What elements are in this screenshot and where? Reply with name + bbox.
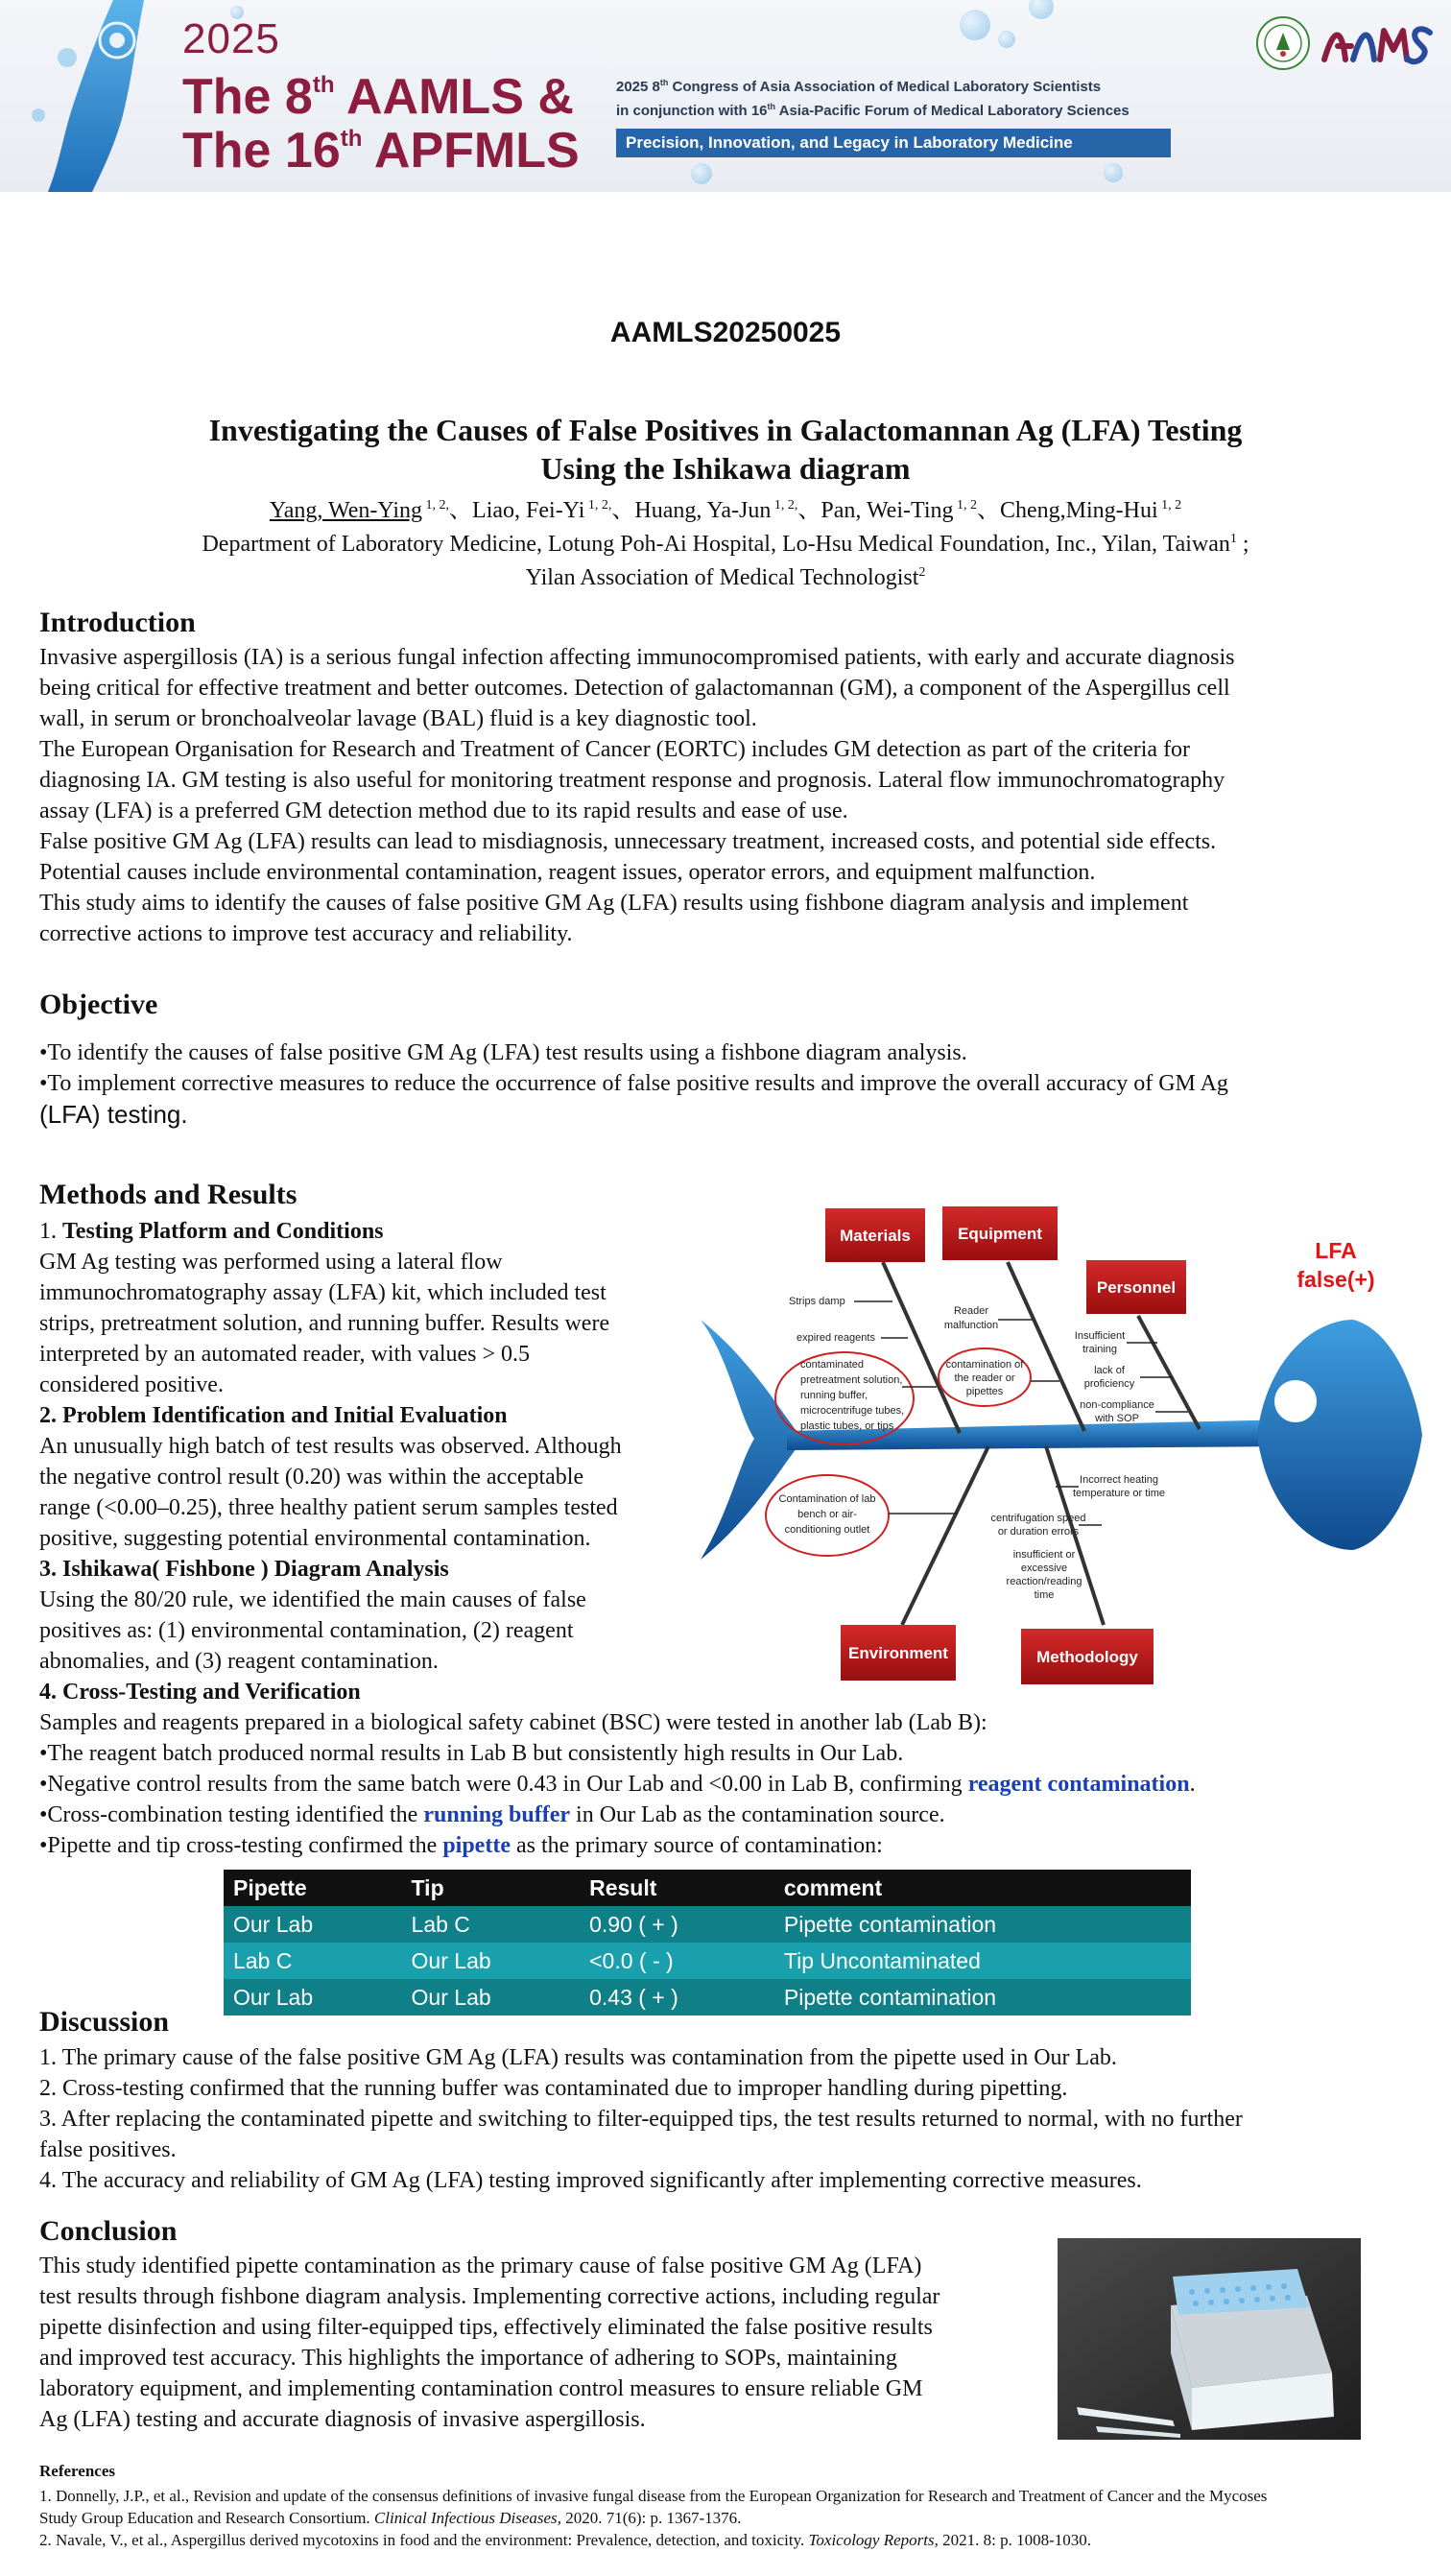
cause-text: pretreatment solution, [800, 1374, 903, 1386]
cause-text: Reader [953, 1305, 989, 1317]
cause-text: excessive [1020, 1562, 1068, 1574]
taiwan-map-logo [10, 0, 182, 192]
cause-text: with SOP [1095, 1413, 1139, 1424]
table-cell: Pipette contamination [774, 1906, 1191, 1943]
cause-text: malfunction [943, 1320, 999, 1331]
cause-text: lack of [1094, 1365, 1125, 1376]
objective-text: •To identify the causes of false positive GM Ag (LFA) test results using a fishbone diagram analysis. •To implement corrective measures to reduce the occurrence of false positive results and improve the overall accuracy of GM Ag (LFA) testing. [39, 1040, 1228, 1129]
cause-text: expired reagents [797, 1332, 875, 1344]
cause-text: plastic tubes, or tips [800, 1420, 894, 1432]
table-row [224, 1979, 1191, 2015]
decor-bubble [960, 10, 990, 40]
cause-text: reaction/reading [1006, 1576, 1082, 1587]
conclusion-heading: Conclusion [39, 2215, 178, 2247]
affiliation-2: Yilan Association of Medical Technologist$^2$ [525, 565, 926, 590]
table-cell: Lab C [224, 1943, 402, 1979]
banner-title-line2: The 16th APFMLS [182, 123, 580, 179]
cause-text: time [1034, 1589, 1055, 1601]
cause-text: training [1082, 1344, 1118, 1355]
references-heading: References [39, 2462, 115, 2480]
cause-text: non-compliance [1080, 1399, 1154, 1411]
association-seal-logo [1255, 15, 1311, 71]
table-cell: Our Lab [402, 1943, 581, 1979]
fish-tail [701, 1320, 797, 1560]
fish-eye [1274, 1380, 1317, 1422]
fish-head [1257, 1320, 1422, 1550]
cause-text: contamination of [945, 1359, 1024, 1371]
cause-text: the reader or [954, 1372, 1015, 1384]
table-cell: Our Lab [224, 1979, 402, 2015]
pipette-tip-results-table [224, 1870, 1191, 2015]
cause-text: Insufficient [1074, 1330, 1126, 1342]
decor-bubble [691, 163, 712, 184]
equipment-label: Equipment [958, 1225, 1042, 1243]
congress-subtitle: 2025 8th Congress of Asia Association of Medical Laboratory Scientists in conjunction with 16th Asia-Pacific Forum of Medical Laboratory Sciences [616, 78, 1130, 119]
banner-title-line1: The 8th AAMLS & [182, 69, 574, 125]
cause-text: insufficient or [1012, 1549, 1076, 1561]
decor-bubble [998, 31, 1015, 48]
table-cell: Our Lab [402, 1979, 581, 2015]
table-cell: Pipette contamination [774, 1979, 1191, 2015]
column-header-comment: comment [774, 1870, 1191, 1906]
methods-heading: Methods and Results [39, 1179, 297, 1210]
abstract-code: AAMLS20250025 [609, 317, 842, 348]
methodology-label: Methodology [1036, 1648, 1138, 1666]
cause-text: Contamination of lab [778, 1493, 876, 1505]
table-cell: Tip Uncontaminated [774, 1943, 1191, 1979]
cause-text: Incorrect heating [1080, 1474, 1158, 1486]
column-header-pipette: Pipette [224, 1870, 402, 1906]
cause-text: conditioning outlet [784, 1524, 870, 1536]
table-cell: <0.0 ( - ) [580, 1943, 774, 1979]
ishikawa-fishbone-diagram [701, 1195, 1422, 1694]
main-author: Yang, Wen-Ying [269, 498, 423, 523]
references-list: 1. Donnelly, J.P., et al., Revision and update of the consensus definitions of invasive fungal disease from the European Organization for Research and Treatment of Cancer and the Mycoses Study Group Education and Research Consortium. Clinical Infectious Diseases, 2020. 71(6): p. 1367-1376. 2. Navale, V., et al., Aspergillus derived mycotoxins in food and the environment: Prevalence, detection, and toxicity. Toxicology Reports, 2021. 8: p. 1008-1030. [39, 2487, 1268, 2549]
introduction-text: Invasive aspergillosis (IA) is a serious fungal infection affecting immunocompromised patients, with early and accurate diagnosis being critical for effective treatment and better outcomes. Detection of galactomannan (GM), a component of the Aspergillus cell wall, in serum or bronchoalveolar lavage (BAL) fluid is a key diagnostic tool. The European Organisation for Research and Treatment of Cancer (EORTC) includes GM detection as part of the criteria for diagnosing IA. GM testing is also useful for monitoring treatment response and prognosis. Lateral flow immunochromatography assay (LFA) is a preferred GM detection method due to its rapid results and ease of use. False positive GM Ag (LFA) results can lead to misdiagnosis, unnecessary treatment, increased costs, and potential side effects. Potential causes include environmental contamination, reagent issues, operator errors, and equipment malfunction. This study aims to identify the causes of false positive GM Ag (LFA) results using fishbone diagram analysis and implement corrective actions to improve test accuracy and reliability. [39, 645, 1235, 946]
column-header-tip: Tip [402, 1870, 581, 1906]
affiliation-1: Department of Laboratory Medicine, Lotung Poh-Ai Hospital, Lo-Hsu Medical Foundation, Inc., Yilan, Taiwan$^1$ ; [202, 532, 1249, 557]
environment-bone [902, 1446, 988, 1625]
introduction-heading: Introduction [39, 607, 196, 638]
table-cell: 0.43 ( + ) [580, 1979, 774, 2015]
effect-label-line2: false(+) [1296, 1267, 1375, 1292]
author-block [58, 491, 1393, 592]
personnel-label: Personnel [1096, 1278, 1177, 1297]
table-cell: Lab C [402, 1906, 581, 1943]
equipment-bone [1008, 1262, 1084, 1431]
cause-text: Strips damp [789, 1296, 845, 1307]
banner-year: 2025 [182, 15, 280, 62]
cause-text: pipettes [965, 1386, 1004, 1397]
environment-label: Environment [848, 1644, 948, 1662]
conclusion-text: This study identified pipette contamination as the primary cause of false positive GM Ag (LFA) test results through fishbone diagram analysis. Implementing corrective actions, including regular pipette disinfection and using filter-equipped tips, effectively eliminated the false positive results and improved test accuracy. This highlights the importance of adhering to SOPs, maintaining laboratory equipment, and implementing contamination control measures to ensure reliable GM Ag (LFA) testing and accurate diagnosis of invasive aspergillosis. [39, 2254, 940, 2432]
cause-text: proficiency [1083, 1378, 1135, 1390]
cause-text: temperature or time [1073, 1488, 1165, 1499]
discussion-text: 1. The primary cause of the false positive GM Ag (LFA) results was contamination from the pipette used in Our Lab. 2. Cross-testing confirmed that the running buffer was contaminated due to improper handling during pipetting. 3. After replacing the contaminated pipette and switching to filter-equipped tips, the test results returned to normal, with no further false positives. 4. The accuracy and reliability of GM Ag (LFA) testing improved significantly after implementing corrective measures. [39, 2045, 1243, 2193]
table-cell: Our Lab [224, 1906, 402, 1943]
column-header-result: Result [580, 1870, 774, 1906]
methods-left-column: 1. Testing Platform and Conditions GM Ag testing was performed using a lateral flow immunochromatography assay (LFA) kit, which included test strips, pretreatment solution, and running buffer. Results were interpreted by an automated reader, with values > 0.5 considered positive. 2. Problem Identification and Initial Evaluation An unusually high batch of test results was observed. Although the negative control result (0.20) was within the acceptable range (<0.00–0.25), three healthy patient serum samples tested positive, suggesting potential environmental contamination. 3. Ishikawa( Fishbone ) Diagram Analysis Using the 80/20 rule, we identified the main causes of false positives as: (1) environmental contamination, (2) reagent abnomalies, and (3) reagent contamination. 4. Cross-Testing and Verification [39, 1219, 622, 1705]
poster-title: Investigating the Causes of False Positives in Galactomannan Ag (LFA) Testing Using the Ishikawa diagram [208, 413, 1243, 486]
discussion-heading: Discussion [39, 2006, 170, 2038]
table-row [224, 1943, 1191, 1979]
aams-logo [1320, 17, 1434, 67]
table-header-row [224, 1870, 1191, 1906]
cross-testing-text: Samples and reagents prepared in a biological safety cabinet (BSC) were tested in another lab (Lab B): •The reagent batch produced normal results in Lab B but consistently high results in Our Lab. •Negative control results from the same batch were 0.43 in Our Lab and <0.00 in Lab B, confirming reagent contamination. •Cross-combination testing identified the running buffer in Our Lab as the contamination source. •Pipette and tip cross-testing confirmed the pipette as the primary source of contamination: [39, 1710, 1196, 1858]
pipette-tips-photo [1058, 2238, 1361, 2440]
decor-bubble [1104, 163, 1123, 182]
effect-label-line1: LFA [1315, 1238, 1357, 1263]
conference-tagline: Precision, Innovation, and Legacy in Laboratory Medicine [616, 129, 1171, 157]
author-list: Yang, Wen-Ying $^{1, 2,}$、Liao, Fei-Yi $^{1, 2,}$、Huang, Ya-Jun $^{1, 2,}$、Pan, Wei-Ting $^{1, 2}$、Cheng,Ming-Hui $^{1, 2}$ [269, 498, 1182, 523]
cause-text: running buffer, [800, 1390, 868, 1401]
materials-label: Materials [840, 1227, 911, 1245]
cause-text: contaminated [800, 1359, 865, 1371]
cause-text: microcentrifuge tubes, [800, 1405, 905, 1417]
table-row [224, 1906, 1191, 1943]
decor-bubble [1029, 0, 1054, 19]
cause-text: or duration errors [997, 1526, 1080, 1538]
cause-text: bench or air- [797, 1509, 857, 1520]
cause-text: centrifugation speed [990, 1513, 1086, 1524]
objective-heading: Objective [39, 989, 158, 1020]
conference-banner [0, 0, 1451, 192]
table-cell: 0.90 ( + ) [580, 1906, 774, 1943]
